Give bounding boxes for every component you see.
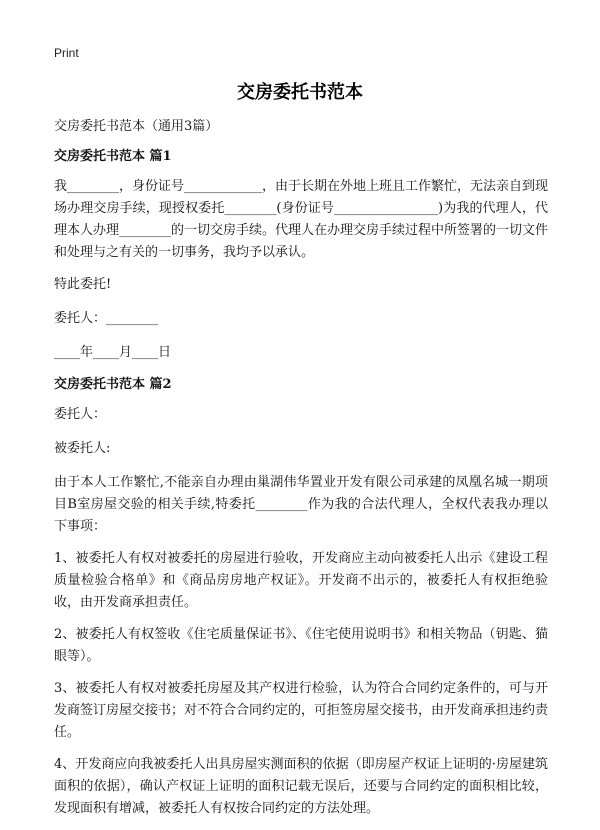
section-1-date-line: ____年____月____日 [54, 345, 172, 360]
section-1-paragraph: 我________，身份证号____________，由于长期在外地上班且工作繁忙，无法亲自到现场办理交房手续，现授权委托________(身份证号________________)为我的代理人，代理本人办理________的一切交房手续。代理人在办理交房手续过程中所签署的一切文件和处理与之有关的一切事务，我均予以承认。 [54, 179, 549, 260]
section-2-intro: 由于本人工作繁忙,不能亲自办理由巢湖伟华置业开发有限公司承建的凤凰名城一期项目B室房屋交验的相关手续,特委托________作为我的合法代理人，全权代表我办理以下事项： [54, 475, 548, 534]
section-2-item-3: 3、被委托人有权对被委托房屋及其产权进行检验，认为符合合同约定条件的，可与开发商签订房屋交接书；对不符合合同约定的，可拒签房屋交接书，由开发商承担违约责任。 [54, 681, 549, 740]
section-1-special-note: 特此委托! [54, 277, 112, 292]
document-title: 交房委托书范本 [237, 82, 363, 103]
section-2-heading: 交房委托书范本 篇2 [54, 377, 172, 392]
section-2-item-1: 1、被委托人有权对被委托的房屋进行验收，开发商应主动向被委托人出示《建设工程质量检验合格单》和《商品房房地产权证》。开发商不出示的，被委托人有权拒绝验收，由开发商承担责任。 [54, 551, 548, 610]
section-2-principal-line: 委托人： [54, 407, 107, 422]
section-1-principal-line: 委托人：________ [54, 311, 159, 326]
document-body [54, 116, 548, 830]
section-2-item-2: 2、被委托人有权签收《住宅质量保证书》、《住宅使用说明书》和相关物品（钥匙、猫眼等）。 [54, 627, 548, 664]
section-2-agent-line: 被委托人: [54, 441, 111, 456]
document-subtitle: 交房委托书范本（通用3篇） [54, 119, 219, 134]
section-2-item-4: 4、开发商应向我被委托人出具房屋实测面积的依据（即房屋产权证上证明的·房屋建筑面积的依据），确认产权证上证明的面积记载无误后，还要与合同约定的面积相比较，发现面积有增减，被委托人有权按合同约定的方法处理。 [54, 757, 548, 816]
print-link[interactable]: Print [54, 46, 79, 60]
section-1-heading: 交房委托书范本 篇1 [54, 149, 172, 164]
